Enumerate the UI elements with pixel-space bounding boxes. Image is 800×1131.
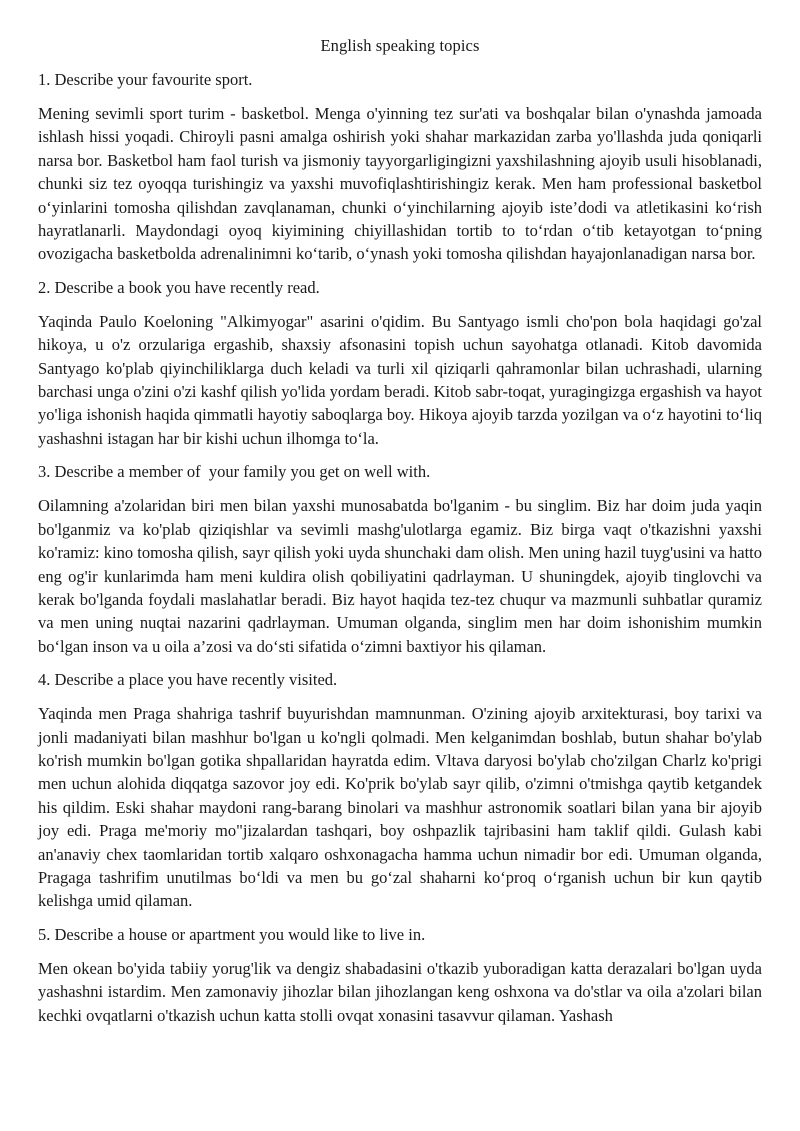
topic-1 <box>38 70 762 266</box>
document-page <box>38 36 762 1039</box>
topic-body: Yaqinda Paulo Koeloning "Alkimyogar" asarini o'qidim. Bu Santyago ismli cho'pon bola haqidagi go'zal hikoya, u o'z orzulariga ergashib, shaxsiy afsonasini topish uchun sayohatga otlanadi. Kitob davomida Santyago ko'plab qiyinchiliklarga duch keladi va turli xil qiziqarli qahramonlar bilan uchrashadi, ularning barchasi unga o'zini o'zi kashf qilish yo'lida yordam beradi. Kitob sabr-toqat, yuragingizga ergashish va hayot yo'liga ishonish haqida qimmatli hayotiy saboqlarga boy. Hikoya ajoyib tarzda yozilgan va o‘z hayotini to‘liq yashashni istagan har bir kishi uchun ilhomga to‘la. <box>38 311 763 448</box>
topic-3 <box>38 462 762 658</box>
topic-heading: 5. Describe a house or apartment you would like to live in. <box>38 924 426 944</box>
topic-heading: 1. Describe your favourite sport. <box>38 70 253 89</box>
topic-body: Mening sevimli sport turim - basketbol. Menga o'yinning tez sur'ati va boshqalar bilan o'ynashda jamoada ishlash hissi yoqadi. Chiroyli pasni amalga oshirish yoki shahar markazidan zarba yo'llashda juda qoniqarli narsa bor. Basketbol ham faol turish va jismoniy tayyorgarligingizni yaxshilashning ajoyib usuli hisoblanadi, chunki siz tez oyoqqa turishingiz va yaxshi muvofiqlashtirishingiz kerak. Men ham professional basketbol o‘yinlarini tomosha qilishdan zavqlanaman, chunki o‘yinchilarning ajoyib iste’dodi va atletikasini ko‘rish hayratlanarli. Maydondagi oyoq kiyimining chiyillashidan tortib to to‘rdan o‘tib ketayotgan to‘pning ovozigacha basketbolda adrenalinimni ko‘tarib, o‘ynash yoki tomosha qilishdan hayajonlanadigan narsa bor. <box>38 104 762 264</box>
topic-5 <box>38 925 762 1027</box>
topic-2 <box>38 278 762 450</box>
topic-heading: 3. Describe a member of your family you get on well with. <box>38 462 431 482</box>
topic-body: Yaqinda men Praga shahriga tashrif buyurishdan mamnunman. O'zining ajoyib arxitekturasi, boy tarixi va jonli madaniyati bilan mashhur bo'lgan u ko'ngli qolmadi. Men kelganimdan boshlab, butun shahar bo'ylab ko'rish mumkin bo'lgan gotika shpallaridan hayratda edim. Vltava daryosi bo'ylab cho'zilgan Charlz ko'prigi men uchun alohida diqqatga sazovor joy edi. Ko'prik bo'ylab sayr qilib, o'zimni o'tmishga qaytib ketgandek his qildim. Eski shahar maydoni rang-barang binolari va mashhur astronomik soatlari bilan yana bir ajoyib joy edi. Praga me'moriy mo"jizalardan tashqari, boy oshpazlik tajribasini ham taklif qildi. Gulash kabi an'anaviy chex taomlaridan tortib xalqaro oshxonagacha hamma uchun nimadir bor edi. Umuman olganda, Pragaga tashrifim unutilmas bo‘ldi va men bu go‘zal shaharni ko‘proq o‘rganish uchun bir kun qaytib kelishga umid qilaman. <box>38 704 762 911</box>
topic-4 <box>38 670 762 913</box>
topic-body: Oilamning a'zolaridan biri men bilan yaxshi munosabatda bo'lganim - bu singlim. Biz har doim juda yaqin bo'lganmiz va ko'plab qiziqishlar va sevimli mashg'ulotlarga egamiz. Biz birga vaqt o'tkazishni yaxshi ko'ramiz: kino tomosha qilish, sayr qilish yoki uyda shunchaki dam olish. Men uning hazil tuyg'usini va hatto eng og'ir kunlarimda ham meni kuldira olish qobiliyatini qadrlayman. U shuningdek, ajoyib tinglovchi va kerak bo'lganda foydali maslahatlar beradi. Biz hayot haqida tez-tez chuqur va mazmunli suhbatlar quramiz va men uning nuqtai nazarini qadrlayman. Umuman olganda, singlim men har doim ishonishim mumkin bo‘lgan inson va u oila a’zosi va do‘sti sifatida o‘zimni baxtiyor his qilaman. <box>38 496 762 656</box>
topic-body: Men okean bo'yida tabiiy yorug'lik va dengiz shabadasini o'tkazib yuboradigan katta derazalari bo'lgan uyda yashashni istardim. Men zamonaviy jihozlar bilan jihozlangan keng oshxona va do'stlar va oila a'zolari bilan kechki ovqatlarni o'tkazish uchun katta stolli ovqat xonasini tasavvur qilaman. Yashash <box>38 958 762 1025</box>
topic-heading: 4. Describe a place you have recently visited. <box>38 670 338 690</box>
document-title: English speaking topics <box>320 36 480 55</box>
topic-heading: 2. Describe a book you have recently read. <box>38 277 320 297</box>
